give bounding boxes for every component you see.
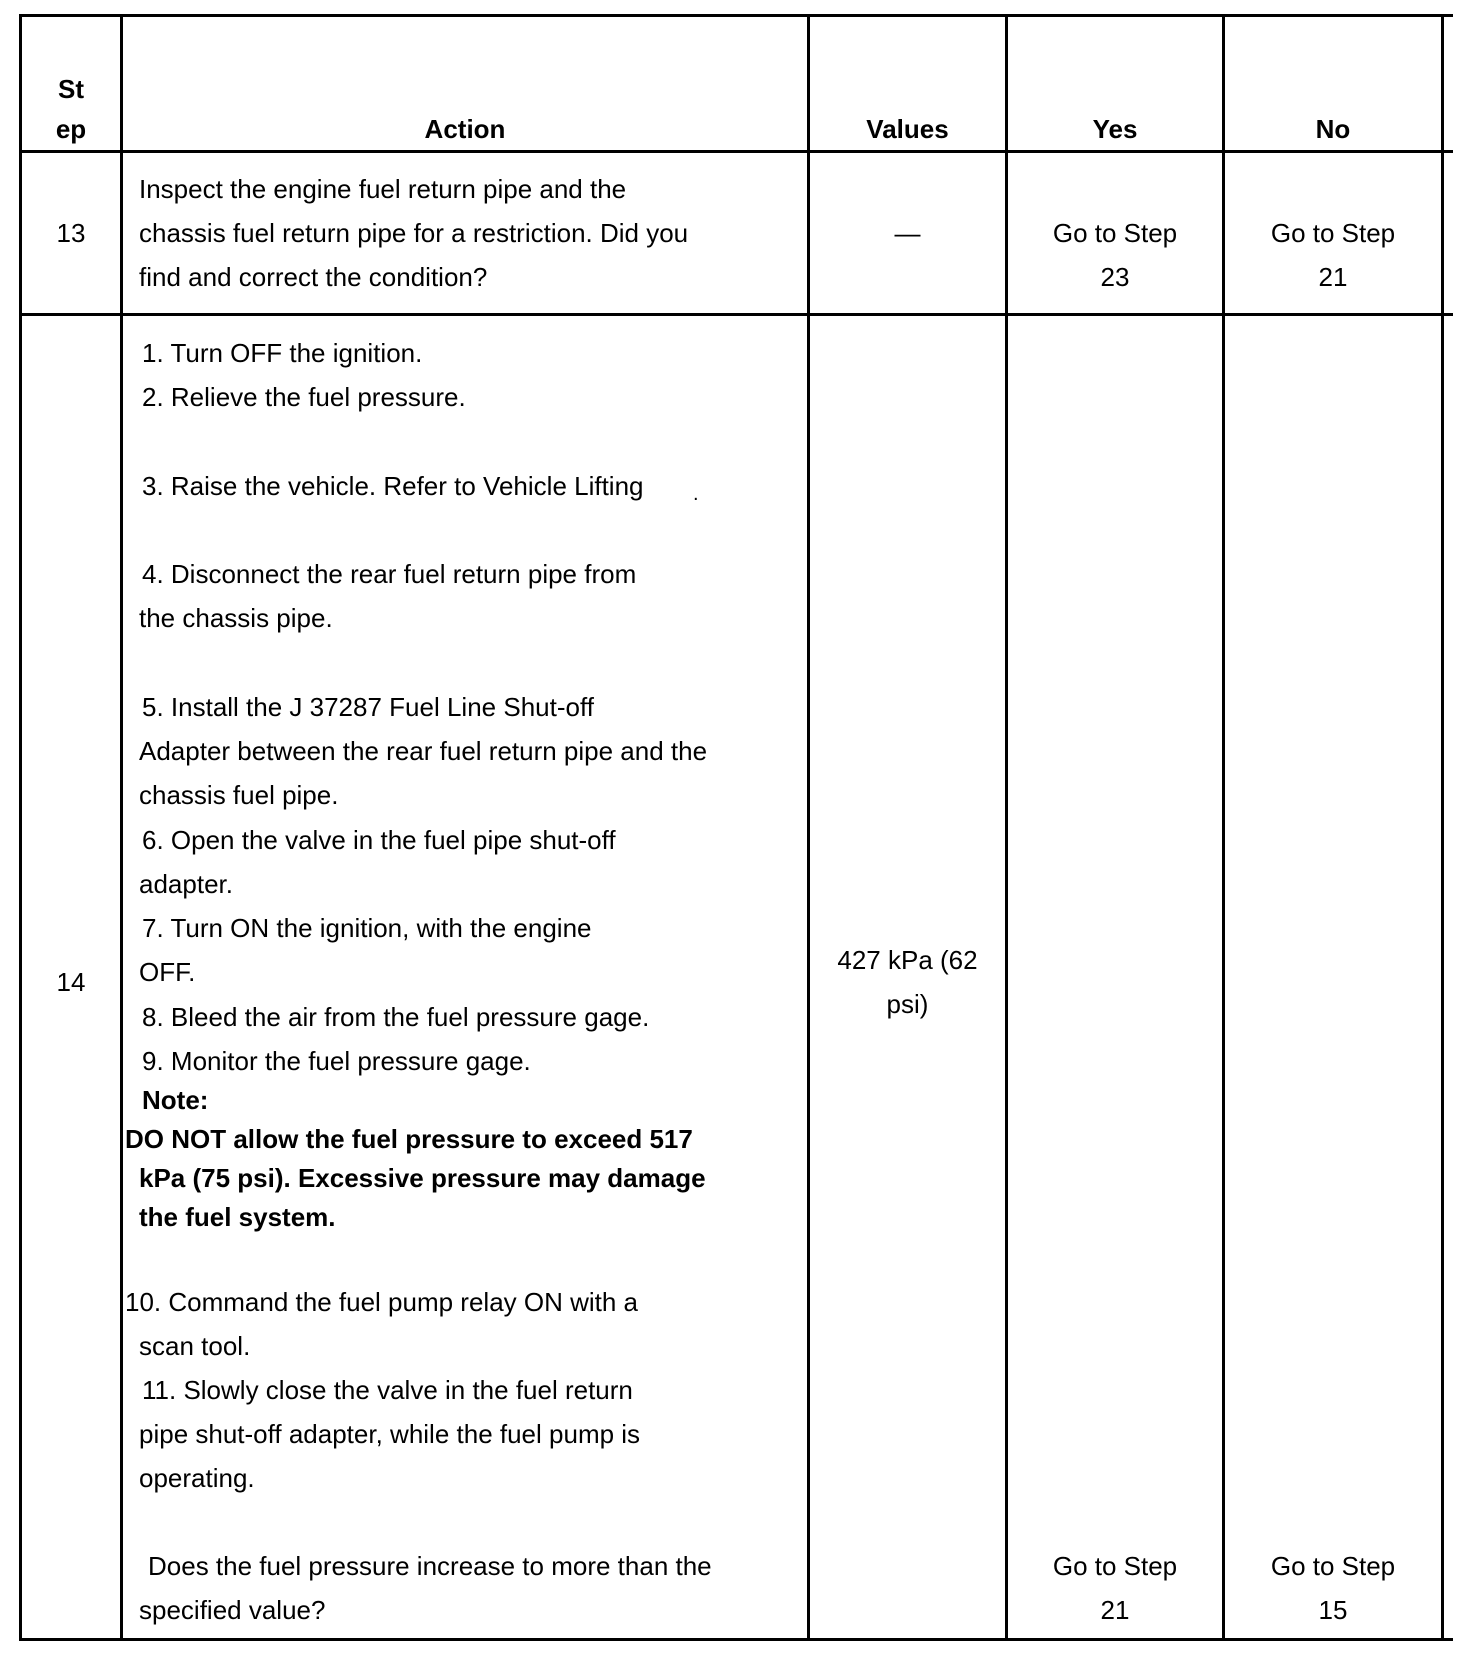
header-no: No <box>1315 114 1351 144</box>
table-border-top <box>19 14 1453 17</box>
row-14-item: adapter. <box>139 869 233 899</box>
row-13-yes-link[interactable]: Go to Step <box>1052 218 1178 248</box>
header-step-line2: ep <box>55 114 87 144</box>
row-13-no-link[interactable]: Go to Step <box>1270 218 1396 248</box>
row-14-item: 7. Turn ON the ignition, with the engine <box>142 913 592 943</box>
row-14-item: chassis fuel pipe. <box>139 780 339 810</box>
header-values: Values <box>866 114 949 144</box>
row-14-item: OFF. <box>139 957 196 987</box>
header-action: Action <box>424 114 506 144</box>
col-divider-step <box>120 14 123 1641</box>
row-14-item: 1. Turn OFF the ignition. <box>142 338 423 368</box>
row-14-yes-link[interactable]: Go to Step <box>1052 1551 1178 1581</box>
row-14-item: 10. Command the fuel pump relay ON with a <box>125 1287 639 1317</box>
row-14-question: specified value? <box>139 1595 326 1625</box>
row-14-item: the chassis pipe. <box>139 603 333 633</box>
note-label: Note: <box>142 1085 209 1115</box>
row-14-item: 6. Open the valve in the fuel pipe shut-off <box>142 825 616 855</box>
row-13-yes-step[interactable]: 23 <box>1100 262 1130 292</box>
header-yes: Yes <box>1092 114 1138 144</box>
row-14-question: Does the fuel pressure increase to more than the <box>148 1551 712 1581</box>
row-13-action-line: chassis fuel return pipe for a restriction. Did you <box>139 218 689 248</box>
row-14-no-step[interactable]: 15 <box>1318 1595 1348 1625</box>
row-14-item: Adapter between the rear fuel return pipe and the <box>139 736 708 766</box>
row-14-yes-step[interactable]: 21 <box>1100 1595 1130 1625</box>
row-14-item: 11. Slowly close the valve in the fuel return <box>142 1375 633 1405</box>
row-14-item: 8. Bleed the air from the fuel pressure gage. <box>142 1002 650 1032</box>
row-13-no-step[interactable]: 21 <box>1318 262 1348 292</box>
row-14-item: 3. Raise the vehicle. Refer to Vehicle Lifting <box>142 471 644 501</box>
row-14-item: 9. Monitor the fuel pressure gage. <box>142 1046 531 1076</box>
row-14-item: operating. <box>139 1463 255 1493</box>
row-14-value-line1: 427 kPa (62 <box>837 945 978 975</box>
row-14-item: 2. Relieve the fuel pressure. <box>142 382 466 412</box>
note-line: the fuel system. <box>139 1202 336 1232</box>
table-border-left <box>19 14 22 1641</box>
row-divider <box>19 313 1453 316</box>
header-step-line1: St <box>58 74 84 104</box>
table-border-bottom <box>19 1638 1453 1641</box>
row-14-item: 4. Disconnect the rear fuel return pipe from <box>142 559 637 589</box>
header-divider <box>19 150 1453 153</box>
note-line: DO NOT allow the fuel pressure to exceed 517 <box>125 1124 693 1154</box>
row-13-action-line: find and correct the condition? <box>139 262 488 292</box>
row-14-item: scan tool. <box>139 1331 251 1361</box>
note-line: kPa (75 psi). Excessive pressure may damage <box>139 1163 706 1193</box>
row-14-item: pipe shut-off adapter, while the fuel pump is <box>139 1419 641 1449</box>
row-14-item: 5. Install the J 37287 Fuel Line Shut-off <box>142 692 594 722</box>
row-13-action-line: Inspect the engine fuel return pipe and the <box>139 174 627 204</box>
row-14-item-period: . <box>693 483 699 505</box>
row-13-value: — <box>894 218 921 248</box>
table-border-right <box>1441 14 1444 1641</box>
row-14-no-link[interactable]: Go to Step <box>1270 1551 1396 1581</box>
row-14-step: 14 <box>56 967 86 997</box>
row-13-step: 13 <box>56 218 86 248</box>
row-14-value-line2: psi) <box>886 989 929 1019</box>
col-divider-action <box>807 14 810 1641</box>
